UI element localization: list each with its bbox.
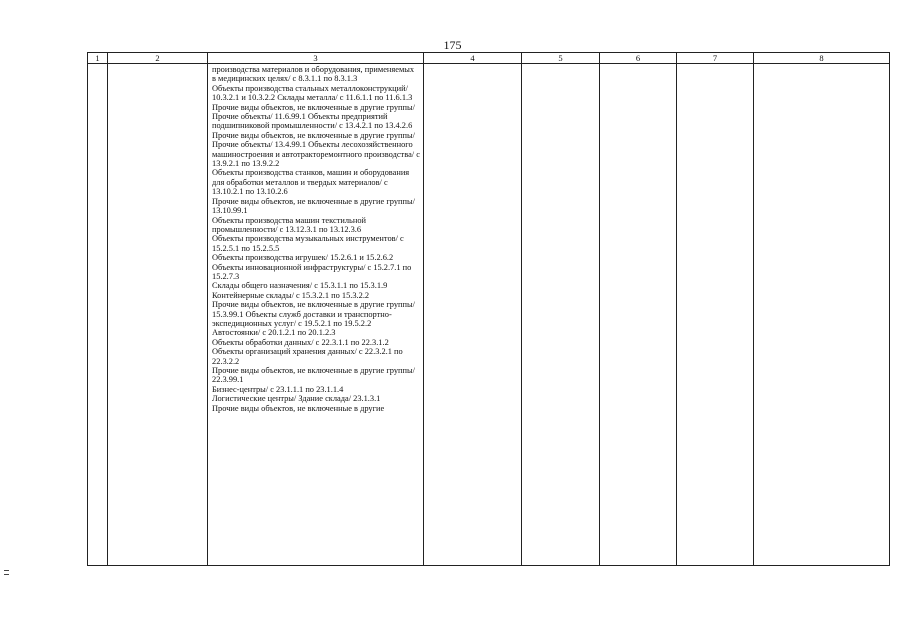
list-item: Контейнерные склады/ с 15.3.2.1 по 15.3.2.2: [212, 290, 370, 300]
column-header-6: 6: [600, 53, 677, 64]
cell-col4: [424, 64, 522, 566]
margin-tick-mark: [4, 570, 9, 571]
cell-col5: [522, 64, 600, 566]
column-header-5: 5: [522, 53, 600, 64]
cell-col7: [677, 64, 754, 566]
cell-col8: [754, 64, 890, 566]
column-header-2: 2: [108, 53, 208, 64]
margin-tick-mark: [4, 574, 9, 575]
object-type-list: [208, 64, 423, 413]
list-item: Прочие виды объектов, не включенные в другие группы/ 22.3.99.1: [212, 366, 415, 385]
list-item: производства материалов и оборудования, применяемых в медицинских целях/ с 8.3.1.1 по 8.3.1.3: [212, 65, 415, 84]
table-row: [88, 64, 890, 566]
document-table: [87, 52, 890, 566]
column-header-4: 4: [424, 53, 522, 64]
list-item: Логистические центры/ Здание склада/ 23.1.3.1: [212, 394, 381, 404]
cell-col1: [88, 64, 108, 566]
page-number: 175: [443, 38, 462, 52]
list-item: Прочие виды объектов, не включенные в другие группы/ Прочие объекты/ 11.6.99.1 Объекты предприятий подшипниковой промышленности/ с 13.4.2.1 по 13.4.2.6 Прочие виды объектов, не включенные в другие группы/ Прочие объекты/ 13.4.99.1 Объекты лесохозяйственного машиностроения и автотракторемонтного производства/ с 13.9.2.1 по 13.9.2.2: [212, 102, 420, 169]
list-item: Объекты инновационной инфраструктуры/ с 15.2.7.1 по 15.2.7.3: [212, 262, 412, 281]
column-number-row: [88, 53, 890, 64]
cell-col2: [108, 64, 208, 566]
list-item: Объекты организаций хранения данных/ с 22.3.2.1 по 22.3.2.2: [212, 347, 403, 366]
column-header-1: 1: [88, 53, 108, 64]
list-item: Прочие виды объектов, не включенные в другие группы/ 15.3.99.1 Объекты служб доставки и транспортно-экспедиционных услуг/ с 19.5.2.1 по 19.5.2.2: [212, 300, 415, 328]
column-header-3: 3: [208, 53, 424, 64]
column-header-7: 7: [677, 53, 754, 64]
list-item: Объекты производства станков, машин и оборудования для обработки металлов и твердых материалов/ с 13.10.2.1 по 13.10.2.6: [212, 168, 410, 197]
list-item: Объекты производства игрушек/ 15.2.6.1 и 15.2.6.2: [212, 253, 394, 263]
list-item: Прочие виды объектов, не включенные в другие: [212, 403, 385, 413]
list-item: Автостоянки/ с 20.1.2.1 по 20.1.2.3: [212, 328, 336, 338]
list-item: Бизнес-центры/ с 23.1.1.1 по 23.1.1.4: [212, 384, 344, 394]
list-item: Прочие виды объектов, не включенные в другие группы/ 13.10.99.1: [212, 196, 415, 216]
cell-col6: [600, 64, 677, 566]
list-item: Объекты производства стальных металлоконструкций/ 10.3.2.1 и 10.3.2.2 Склады металла/ с 11.6.1.1 по 11.6.1.3: [212, 83, 413, 103]
cell-col3: [208, 64, 424, 566]
list-item: Объекты обработки данных/ с 22.3.1.1 по 22.3.1.2: [212, 337, 389, 347]
column-header-8: 8: [754, 53, 890, 64]
list-item: Склады общего назначения/ с 15.3.1.1 по 15.3.1.9: [212, 281, 388, 291]
list-item: Объекты производства машин текстильной промышленности/ с 13.12.3.1 по 13.12.3.6: [212, 215, 366, 234]
list-item: Объекты производства музыкальных инструментов/ с 15.2.5.1 по 15.2.5.5: [212, 234, 404, 253]
